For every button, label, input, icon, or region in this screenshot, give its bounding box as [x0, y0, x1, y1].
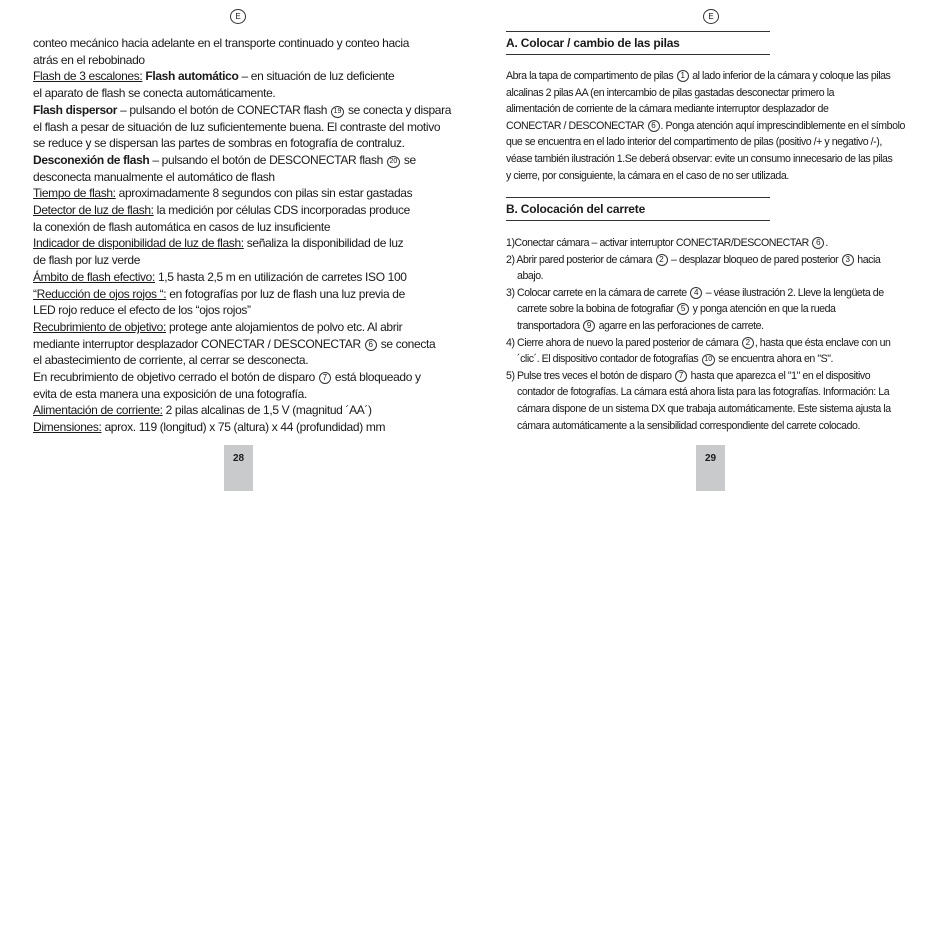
text-run: abajo.: [517, 270, 544, 283]
text-line: [33, 402, 445, 419]
text-run: que se encuentra en el lado interior del compartimento de pilas (positivo /+ y negativo /-),: [506, 136, 882, 149]
text-run: – desplazar bloqueo de pared posterior: [668, 253, 841, 266]
text-run: desconecta manualmente el automático de flash: [33, 169, 275, 184]
text-run: LED rojo reduce el efecto de los “ojos rojos”: [33, 303, 251, 318]
text-run: carrete sobre la bobina de fotografiar: [517, 303, 677, 316]
text-line: [33, 185, 445, 202]
text-run: 2 pilas alcalinas de 1,5 V (magnitud ´AA´): [162, 403, 372, 418]
text-run: aproximadamente 8 segundos con pilas sin estar gastadas: [115, 186, 413, 201]
circled-reference-number: 20: [387, 156, 400, 168]
step-line: [506, 318, 918, 335]
text-run: – pulsando el botón de DESCONECTAR flash: [149, 152, 386, 167]
term-label: Tiempo de flash:: [33, 186, 116, 201]
text-run: en fotografías por luz de flash una luz previa de: [166, 286, 405, 301]
text-line: [506, 68, 918, 85]
text-run: alimentación de corriente de la cámara mediante interruptor desplazador de: [506, 103, 829, 116]
text-line: [33, 302, 445, 319]
step-line: [506, 301, 918, 318]
term-label: Alimentación de corriente:: [33, 403, 163, 418]
text-line: [506, 168, 918, 185]
step-line: [506, 401, 918, 418]
text-run: 2) Abrir pared posterior de cámara: [506, 253, 655, 266]
text-run: mediante interruptor desplazador CONECTAR / DESCONECTAR: [33, 336, 364, 351]
text-run: 3) Colocar carrete en la cámara de carrete: [506, 286, 690, 299]
text-run: véase también ilustración 1.Se deberá observar: evite un consumo innecesario de las pilas: [506, 152, 893, 165]
page-number-right: 29: [696, 445, 725, 491]
term-label: Recubrimiento de objetivo:: [33, 319, 166, 334]
text-run: hacia: [854, 253, 881, 266]
circled-reference-number: 7: [319, 372, 331, 384]
text-run: está bloqueado y: [331, 370, 421, 385]
text-run: – véase ilustración 2. Lleve la lengüeta de: [703, 286, 884, 299]
circled-reference-number: 6: [648, 120, 660, 132]
term-label: “Reducción de ojos rojos “:: [33, 286, 167, 301]
text-run: atrás en el rebobinado: [33, 52, 145, 67]
step-line: [506, 384, 918, 401]
language-mark-right: E: [703, 9, 719, 24]
text-run: contador de fotografías. La cámara está ahora lista para las fotografías. Información: La: [517, 386, 890, 399]
text-line: [33, 286, 445, 303]
text-run: cámara automáticamente a la sensibilidad correspondiente del carrete colocado.: [517, 419, 860, 432]
text-run: 1)Conectar cámara – activar interruptor CONECTAR/DESCONECTAR: [506, 237, 812, 249]
term-label: Detector de luz de flash:: [33, 203, 154, 218]
text-run: y cierre, por consiguiente, la cámara en el caso de no ser utilizada.: [506, 169, 789, 182]
step-line: [506, 351, 918, 368]
text-run: el flash a pesar de situación de luz suficientemente buena. El contraste del motivo: [33, 119, 441, 134]
text-line: [33, 352, 445, 369]
text-line: [33, 219, 445, 236]
circled-reference-number: 1: [677, 70, 689, 82]
circled-reference-number: 2: [742, 337, 754, 349]
text-run: al lado inferior de la cámara y coloque las pilas: [689, 70, 891, 82]
term-label: Flash de 3 escalones:: [33, 69, 143, 84]
text-run: se conecta y dispara: [345, 102, 452, 117]
text-run: alcalinas 2 pilas AA (en intercambio de pilas gastadas desconectar primero la: [506, 86, 835, 99]
text-line: [33, 68, 445, 85]
text-run: – en situación de luz deficiente: [238, 69, 395, 84]
section-heading-film: B. Colocación del carrete: [506, 197, 770, 221]
text-line: [506, 118, 918, 135]
step-line: [506, 285, 918, 302]
circled-reference-number: 4: [690, 287, 702, 299]
section-heading-batteries: A. Colocar / cambio de las pilas: [506, 31, 770, 55]
text-run: En recubrimiento de objetivo cerrado el botón de disparo: [33, 370, 318, 385]
circled-reference-number: 7: [675, 370, 687, 382]
film-steps-list: [506, 235, 918, 434]
text-line: [33, 52, 445, 69]
text-run: la conexión de flash automática en casos de luz insuficiente: [33, 219, 331, 234]
step-line: [506, 235, 918, 252]
text-line: [33, 269, 445, 286]
text-run: , hasta que ésta enclave con un: [754, 336, 891, 349]
text-run: ´clic´. El dispositivo contador de fotografías: [517, 353, 701, 366]
text-run: se reduce y se dispersan las partes de sombras en fotografía de contraluz.: [33, 136, 405, 151]
text-run: conteo mecánico hacia adelante en el transporte continuado y conteo hacia: [33, 36, 410, 50]
step-line: [506, 418, 918, 435]
text-run: – pulsando el botón de CONECTAR flash: [117, 102, 331, 117]
circled-reference-number: 3: [842, 254, 854, 266]
step-line: [506, 252, 918, 269]
text-run: el abastecimiento de corriente, al cerrar se desconecta.: [33, 353, 309, 368]
text-line: [33, 419, 445, 436]
term-label: Ámbito de flash efectivo:: [33, 269, 155, 284]
text-line: [33, 169, 445, 186]
circled-reference-number: 10: [702, 354, 715, 366]
text-run: 4) Cierre ahora de nuevo la pared posterior de cámara: [506, 336, 741, 349]
text-run: y ponga atención en que la rueda: [690, 303, 836, 316]
text-run: de flash por luz verde: [33, 253, 141, 268]
circled-reference-number: 9: [583, 320, 595, 332]
right-page: [473, 0, 946, 946]
circled-reference-number: 5: [677, 303, 689, 315]
text-run: 5) Pulse tres veces el botón de disparo: [506, 369, 675, 382]
text-run: protege ante alojamientos de polvo etc. Al abrir: [165, 319, 403, 334]
term-label: Dimensiones:: [33, 420, 102, 435]
text-run: se conecta: [377, 336, 436, 351]
text-run: transportadora: [517, 319, 583, 332]
text-run: 1,5 hasta 2,5 m en utilización de carretes ISO 100: [155, 269, 407, 284]
text-line: [33, 102, 452, 119]
text-run: Abra la tapa de compartimento de pilas: [506, 70, 676, 82]
page-number-left: 28: [224, 445, 253, 491]
language-mark-left: E: [230, 9, 246, 24]
text-line: [33, 119, 445, 136]
text-run: se encuentra ahora en "S".: [715, 353, 834, 366]
bold-term: Flash dispersor: [33, 102, 118, 117]
circled-reference-number: 2: [656, 254, 668, 266]
circled-reference-number: 6: [365, 339, 377, 351]
text-line: [33, 235, 445, 252]
step-line: [506, 368, 918, 385]
text-run: hasta que aparezca el "1" en el dispositivo: [688, 369, 871, 382]
circled-reference-number: 6: [812, 237, 824, 249]
text-line: [33, 85, 445, 102]
text-line: [33, 202, 445, 219]
text-run: cámara dispone de un sistema DX que trabaja automáticamente. Este sistema ajusta la: [517, 402, 891, 415]
text-run: agarre en las perforaciones de carrete.: [596, 319, 764, 332]
text-run: CONECTAR / DESCONECTAR: [506, 119, 647, 132]
text-run: .: [825, 237, 828, 249]
text-line: [33, 369, 445, 386]
text-line: [506, 85, 918, 102]
circled-reference-number: 19: [331, 106, 344, 118]
text-line: [506, 134, 918, 151]
text-run: aprox. 119 (longitud) x 75 (altura) x 44 (profundidad) mm: [101, 420, 386, 435]
step-line: [506, 268, 918, 285]
step-line: [506, 335, 918, 352]
left-page-body: [33, 35, 452, 436]
text-run: se: [400, 152, 416, 167]
text-run: el aparato de flash se conecta automáticamente.: [33, 86, 276, 101]
text-run: la medición por células CDS incorporadas produce: [153, 203, 410, 218]
text-line: [33, 252, 445, 269]
text-line: [33, 35, 445, 52]
text-line: [506, 101, 918, 118]
text-line: [506, 151, 918, 168]
bold-term: Desconexión de flash: [33, 152, 150, 167]
text-line: [33, 135, 445, 152]
text-line: [33, 319, 445, 336]
text-line: [33, 386, 445, 403]
text-run: . Ponga atención aquí imprescindiblemente en el símbolo: [660, 119, 905, 132]
text-line: [33, 336, 445, 353]
text-run: evita de esta manera una exposición de una fotografía.: [33, 386, 307, 401]
term-label: Indicador de disponibilidad de luz de flash:: [33, 236, 244, 251]
text-run: señaliza la disponibilidad de luz: [243, 236, 404, 251]
batteries-paragraph: [506, 68, 918, 184]
bold-term: Flash automático: [145, 69, 239, 84]
text-line: [33, 152, 445, 169]
